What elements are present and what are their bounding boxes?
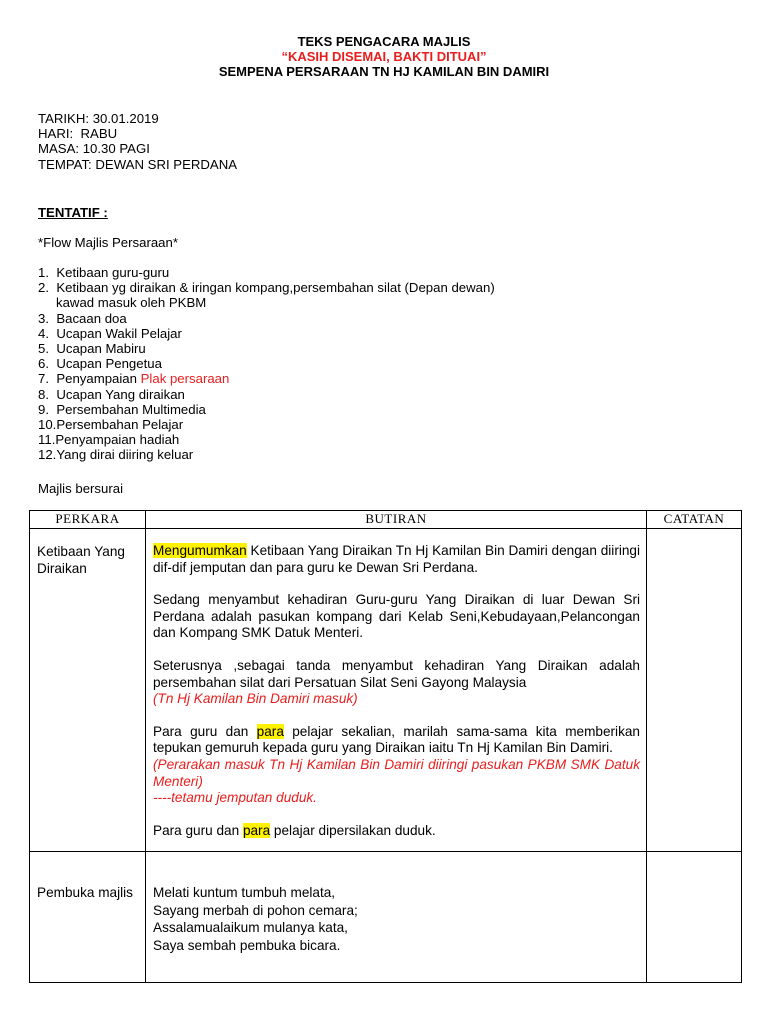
list-item-highlight: Plak persaraan xyxy=(140,371,230,387)
list-item: kawad masuk oleh PKBM xyxy=(56,295,207,311)
catatan-cell xyxy=(647,852,742,983)
butiran-cell xyxy=(146,852,647,983)
highlight-text: para xyxy=(256,723,284,739)
pantun-line: Assalamualaikum mulanya kata, xyxy=(153,920,348,936)
stage-direction: (Tn Hj Kamilan Bin Damiri masuk) xyxy=(153,691,358,707)
butiran-paragraph xyxy=(153,658,640,708)
table-row xyxy=(30,852,742,983)
highlight-k: K xyxy=(246,543,260,558)
tentatif-heading: TENTATIF : xyxy=(38,205,108,220)
list-item: 9. Persembahan Multimedia xyxy=(38,401,206,417)
perkara-cell xyxy=(30,529,146,852)
butiran-paragraph xyxy=(153,823,640,840)
header-butiran: BUTIRAN xyxy=(146,511,647,529)
pantun-block xyxy=(146,852,646,982)
stage-direction: ----tetamu jemputan duduk. xyxy=(153,790,317,806)
list-item: 11.Penyampaian hadiah xyxy=(38,432,180,448)
list-item: 6. Ucapan Pengetua xyxy=(38,356,162,372)
butiran-paragraph xyxy=(153,543,640,576)
list-item: 1. Ketibaan guru-guru xyxy=(38,265,170,280)
programme-table xyxy=(29,510,742,983)
list-item-label: 7. Penyampaian xyxy=(38,371,141,387)
paragraph-text: Para guru dan xyxy=(153,723,257,739)
butiran-paragraph: Sedang menyambut kehadiran Guru-guru Yang Diraikan di luar Dewan Sri Perdana adalah pasukan kompang dari Kelab Seni,Kebudayaan,Pelancongan dan Kompang SMK Datuk Menteri. xyxy=(153,592,640,641)
list-item: 4. Ucapan Wakil Pelajar xyxy=(38,325,182,341)
catatan-cell xyxy=(647,529,742,852)
paragraph-text: etibaan Yang Diraikan Tn Hj Kamilan Bin Damiri dengan diiringi dif-dif jemputan dan para guru ke Dewan Sri Perdana. xyxy=(153,543,641,575)
pantun-line: Melati kuntum tumbuh melata, xyxy=(153,885,336,901)
pantun-line: Saya sembah pembuka bicara. xyxy=(153,937,341,953)
header-catatan: CATATAN xyxy=(647,511,742,529)
paragraph-text: Para guru dan xyxy=(153,822,243,838)
pantun-line: Sayang merbah di pohon cemara; xyxy=(153,902,358,918)
highlight-text: Mengumumkan xyxy=(153,543,247,558)
header-perkara: PERKARA xyxy=(30,511,146,529)
highlight-text: para xyxy=(242,822,271,838)
flow-title: *Flow Majlis Persaraan* xyxy=(38,235,178,250)
paragraph-text: Seterusnya ,sebagai tanda menyambut kehadiran Yang Diraikan adalah persembahan silat dari Persatuan Silat Seni Gayong Malaysia xyxy=(153,657,640,690)
list-item: 2. Ketibaan yg diraikan & iringan kompang,persembahan silat (Depan dewan) xyxy=(38,280,495,296)
info-tempat: TEMPAT: DEWAN SRI PERDANA xyxy=(38,157,238,172)
stage-direction: (Perarakan masuk Tn Hj Kamilan Bin Damiri diiringi pasukan PKBM SMK Datuk Menteri) xyxy=(153,756,640,789)
doc-title: TEKS PENGACARA MAJLIS xyxy=(297,34,471,49)
info-tarikh: TARIKH: 30.01.2019 xyxy=(38,111,159,126)
doc-theme: “KASIH DISEMAI, BAKTI DITUAI” xyxy=(281,49,487,64)
list-item: 5. Ucapan Mabiru xyxy=(38,341,146,357)
paragraph-text: pelajar sekalian, marilah sama-sama kita memberikan tepukan gemuruh kepada guru yang Diraikan iaitu Tn Hj Kamilan Bin Damiri. xyxy=(153,723,640,756)
perkara-cell xyxy=(30,852,146,983)
info-hari: HARI: RABU xyxy=(38,126,118,141)
list-item: 3. Bacaan doa xyxy=(38,310,127,326)
perkara-text: Pembuka majlis xyxy=(37,885,133,901)
butiran-cell xyxy=(146,529,647,852)
list-item xyxy=(38,371,598,386)
table-header-row xyxy=(30,511,742,529)
perkara-text: Ketibaan Yang Diraikan xyxy=(37,544,125,576)
doc-subtitle: SEMPENA PERSARAAN TN HJ KAMILAN BIN DAMIRI xyxy=(218,64,550,79)
butiran-paragraph xyxy=(153,724,640,807)
info-masa: MASA: 10.30 PAGI xyxy=(38,141,150,156)
list-item: 10.Persembahan Pelajar xyxy=(38,417,184,433)
list-item: 8. Ucapan Yang diraikan xyxy=(38,386,185,402)
table-row xyxy=(30,529,742,852)
flow-list xyxy=(38,265,598,463)
paragraph-text: pelajar dipersilakan duduk. xyxy=(270,822,436,838)
closing-text: Majlis bersurai xyxy=(38,481,124,496)
list-item: 12.Yang dirai diiring keluar xyxy=(38,447,194,463)
